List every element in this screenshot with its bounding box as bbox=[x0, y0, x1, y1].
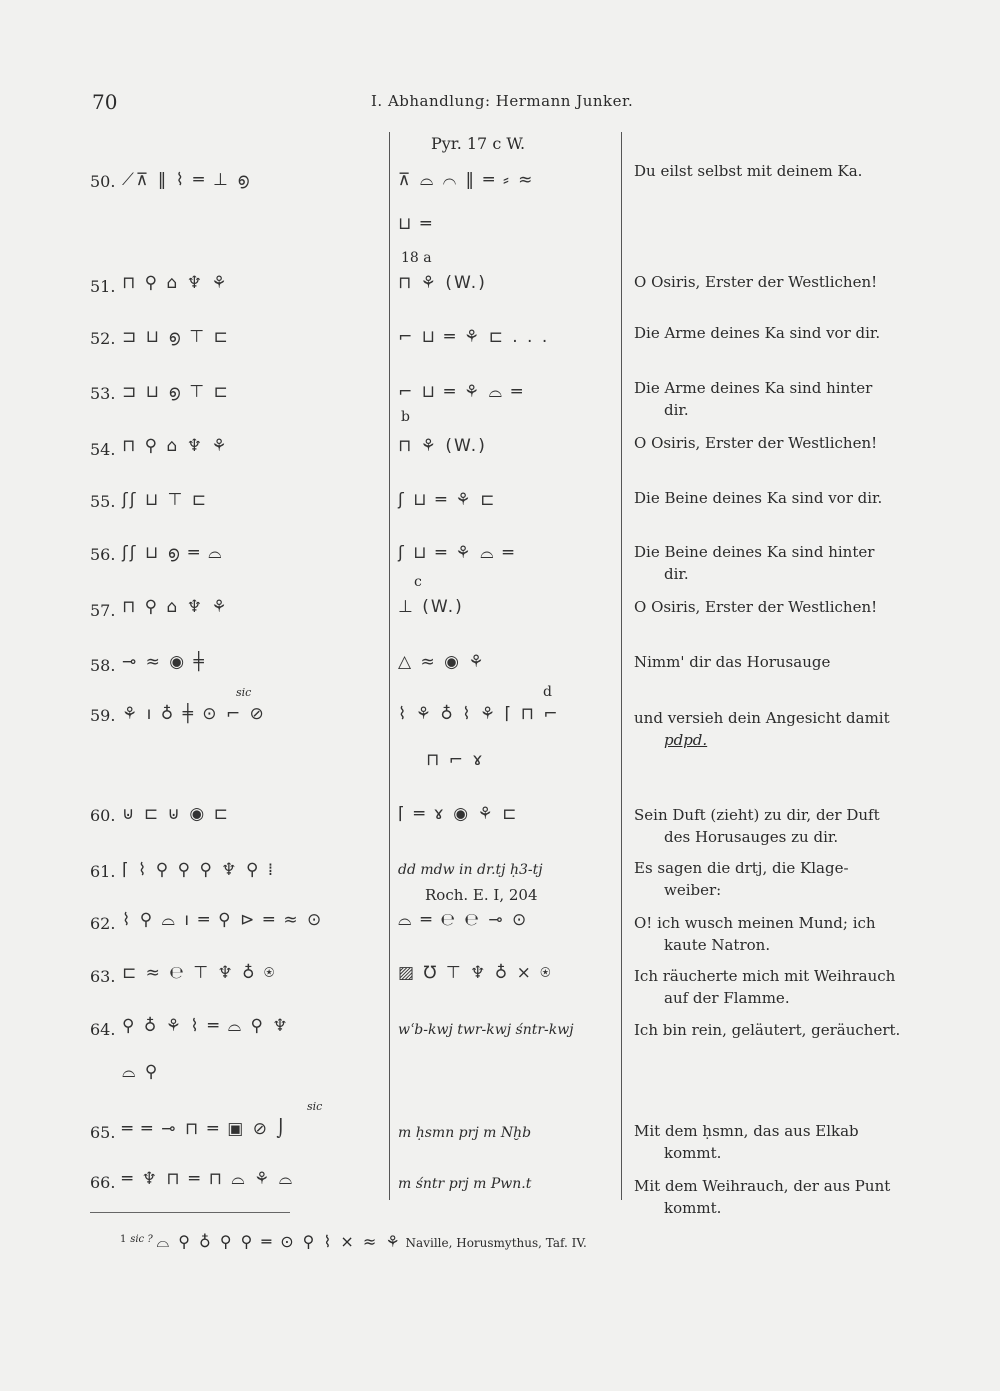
footnote bbox=[120, 1232, 587, 1252]
translation: Ich bin rein, geläutert, geräuchert. bbox=[634, 1021, 901, 1039]
transliteration: wʿb-kwj twr-kwj śntr-kwj bbox=[398, 1022, 574, 1038]
translation: O Osiris, Erster der Westlichen! bbox=[634, 598, 878, 616]
line-number: 62. bbox=[90, 914, 116, 933]
line-number: 66. bbox=[90, 1173, 116, 1192]
line-number: 51. bbox=[90, 277, 116, 296]
hieroglyph-group: ⊔ ═ bbox=[398, 214, 433, 234]
hieroglyph-group: ⊸ ≈ ◉ ╪ bbox=[122, 652, 206, 672]
line-number: 54. bbox=[90, 440, 116, 459]
transliteration: m ḥsmn prj m Nḫb bbox=[398, 1125, 532, 1141]
translation: und versieh dein Angesicht damit pdpd. bbox=[634, 709, 890, 749]
translation: O Osiris, Erster der Westlichen! bbox=[634, 434, 878, 452]
line-number: 56. bbox=[90, 545, 116, 564]
variant-marker: 18 a bbox=[401, 250, 432, 266]
hieroglyph-group: ⊓ ⌐ ɤ bbox=[426, 750, 485, 770]
translation: O! ich wusch meinen Mund; ich kaute Natron. bbox=[634, 914, 876, 954]
hieroglyph-group: ⌈ ═ ɤ ◉ ⚘ ⊏ bbox=[398, 804, 519, 824]
translation: Es sagen die drtj, die Klage- weiber: bbox=[634, 859, 849, 899]
sic-marker: sic bbox=[236, 686, 252, 699]
hieroglyph-group: ⌐ ⊔ ═ ⚘ ⌓ ═ bbox=[398, 382, 524, 402]
footnote-marker: 1 bbox=[120, 1234, 127, 1245]
hieroglyph-group: ⌐ ⊔ ═ ⚘ ⊏ . . . bbox=[398, 327, 550, 347]
line-number: 60. bbox=[90, 806, 116, 825]
running-head: I. Abhandlung: Hermann Junker. bbox=[371, 92, 634, 110]
sic-marker: sic ? bbox=[130, 1234, 153, 1245]
pyramid-text-reference: Pyr. 17 c W. bbox=[431, 134, 526, 153]
hieroglyph-group: ⌇ ⚘ ♁ ⌇ ⚘ ⌈ ⊓ ⌐ bbox=[398, 704, 560, 724]
hieroglyph-group: ⚲ ♁ ⚘ ⌇ ═ ⌓ ⚲ ♆ bbox=[122, 1016, 290, 1036]
hieroglyph-group: ⚘ ı ♁ ╪ ⊙ ⌐ ⊘ bbox=[122, 704, 266, 724]
hieroglyph-group: ⊼ ⌓ ⌒ ‖ ═ ⸗ ≈ bbox=[398, 170, 535, 190]
translation: O Osiris, Erster der Westlichen! bbox=[634, 273, 878, 291]
translation: Sein Duft (zieht) zu dir, der Duft des Horusauges zu dir. bbox=[634, 806, 880, 846]
hieroglyph-group: ⌈ ⌇ ⚲ ⚲ ⚲ ♆ ⚲ ⁞ bbox=[122, 860, 276, 880]
translation: Die Arme deines Ka sind vor dir. bbox=[634, 324, 881, 342]
translation: Mit dem Weihrauch, der aus Punt kommt. bbox=[634, 1177, 891, 1217]
footnote-hieroglyphs: ⌓ ⚲ ♁ ⚲ ⚲ ═ ⊙ ⚲ ⌇ × ≈ ⚘ bbox=[156, 1232, 402, 1251]
hieroglyph-group: ⌓ ═ ℮ ℮ ⊸ ⊙ bbox=[398, 910, 529, 930]
hieroglyph-group: △ ≈ ◉ ⚘ bbox=[398, 652, 486, 672]
hieroglyph-group: ⊓ ⚲ ⌂ ♆ ⚘ bbox=[122, 273, 229, 293]
page-number: 70 bbox=[92, 90, 118, 114]
line-number: 50. bbox=[90, 172, 116, 191]
translation: Ich räucherte mich mit Weihrauch auf der Flamme. bbox=[634, 967, 896, 1007]
translation: Mit dem ḥsmn, das aus Elkab kommt. bbox=[634, 1122, 859, 1162]
hieroglyph-group: ʃ ⊔ ═ ⚘ ⌓ ═ bbox=[398, 543, 516, 563]
translation: Die Beine deines Ka sind hinter dir. bbox=[634, 543, 875, 583]
column-divider-left bbox=[389, 132, 390, 1200]
footnote-citation: Naville, Horusmythus, Taf. IV. bbox=[405, 1236, 587, 1250]
transliteration: m śntr prj m Pwn.t bbox=[398, 1176, 532, 1192]
line-number: 55. bbox=[90, 492, 116, 511]
column-divider-right bbox=[621, 132, 622, 1200]
hieroglyph-group: ⊓ ⚘ (W.) bbox=[398, 273, 487, 293]
hieroglyph-group: ⊐ ⊔ ൭ ⊤ ⊏ bbox=[122, 327, 230, 347]
line-number: 52. bbox=[90, 329, 116, 348]
hieroglyph-group: ⟋⊼ ‖ ⌇ ═ ⊥ ൭ bbox=[122, 170, 251, 190]
variant-marker: d bbox=[543, 684, 552, 700]
variant-marker: c bbox=[414, 574, 422, 590]
line-number: 65. bbox=[90, 1123, 116, 1142]
hieroglyph-group: ʃ ⊔ ═ ⚘ ⊏ bbox=[398, 490, 497, 510]
hieroglyph-group: ʃʃ ⊔ ⊤ ⊏ bbox=[122, 490, 208, 510]
translation: Du eilst selbst mit deinem Ka. bbox=[634, 162, 863, 180]
hieroglyph-group: ═ ═ ⊸ ⊓ ═ ▣ ⊘ ⌡ bbox=[122, 1119, 288, 1139]
line-number: 53. bbox=[90, 384, 116, 403]
translation: Die Arme deines Ka sind hinter dir. bbox=[634, 379, 873, 419]
hieroglyph-group: ⊓ ⚘ (W.) bbox=[398, 436, 487, 456]
variant-marker: b bbox=[401, 409, 410, 425]
transliteration: dd mdw in dr.tj ḥ3-tj bbox=[398, 862, 543, 878]
hieroglyph-group: ⊓ ⚲ ⌂ ♆ ⚘ bbox=[122, 436, 229, 456]
hieroglyph-group: ⊏ ≈ ℮ ⊤ ♆ ♁ ⍟ bbox=[122, 963, 277, 983]
line-number: 57. bbox=[90, 601, 116, 620]
hieroglyph-group: ⌓ ⚲ bbox=[122, 1062, 160, 1082]
hieroglyph-group: ═ ♆ ⊓ ═ ⊓ ⌓ ⚘ ⌓ bbox=[122, 1169, 295, 1189]
hieroglyph-group: ⊐ ⊔ ൭ ⊤ ⊏ bbox=[122, 382, 230, 402]
line-number: 58. bbox=[90, 656, 116, 675]
hieroglyph-group: ʃʃ ⊔ ൭ ═ ⌓ bbox=[122, 543, 224, 563]
hieroglyph-group: ▨ ℧ ⊤ ♆ ♁ × ⍟ bbox=[398, 963, 553, 983]
sic-marker: sic bbox=[307, 1100, 323, 1113]
hieroglyph-group: ⊍ ⊏ ⊍ ◉ ⊏ bbox=[122, 804, 230, 824]
line-number: 63. bbox=[90, 967, 116, 986]
hieroglyph-group: ⌇ ⚲ ⌓ ı ═ ⚲ ⊳ ═ ≈ ⊙ bbox=[122, 910, 324, 930]
hieroglyph-group: ⊥ (W.) bbox=[398, 597, 464, 617]
translation: Die Beine deines Ka sind vor dir. bbox=[634, 489, 883, 507]
line-number: 61. bbox=[90, 862, 116, 881]
line-number: 64. bbox=[90, 1020, 116, 1039]
source-reference: Roch. E. I, 204 bbox=[425, 886, 538, 904]
line-number: 59. bbox=[90, 706, 116, 725]
translation: Nimm' dir das Horusauge bbox=[634, 653, 831, 671]
hieroglyph-group: ⊓ ⚲ ⌂ ♆ ⚘ bbox=[122, 597, 229, 617]
footnote-rule bbox=[90, 1212, 290, 1213]
